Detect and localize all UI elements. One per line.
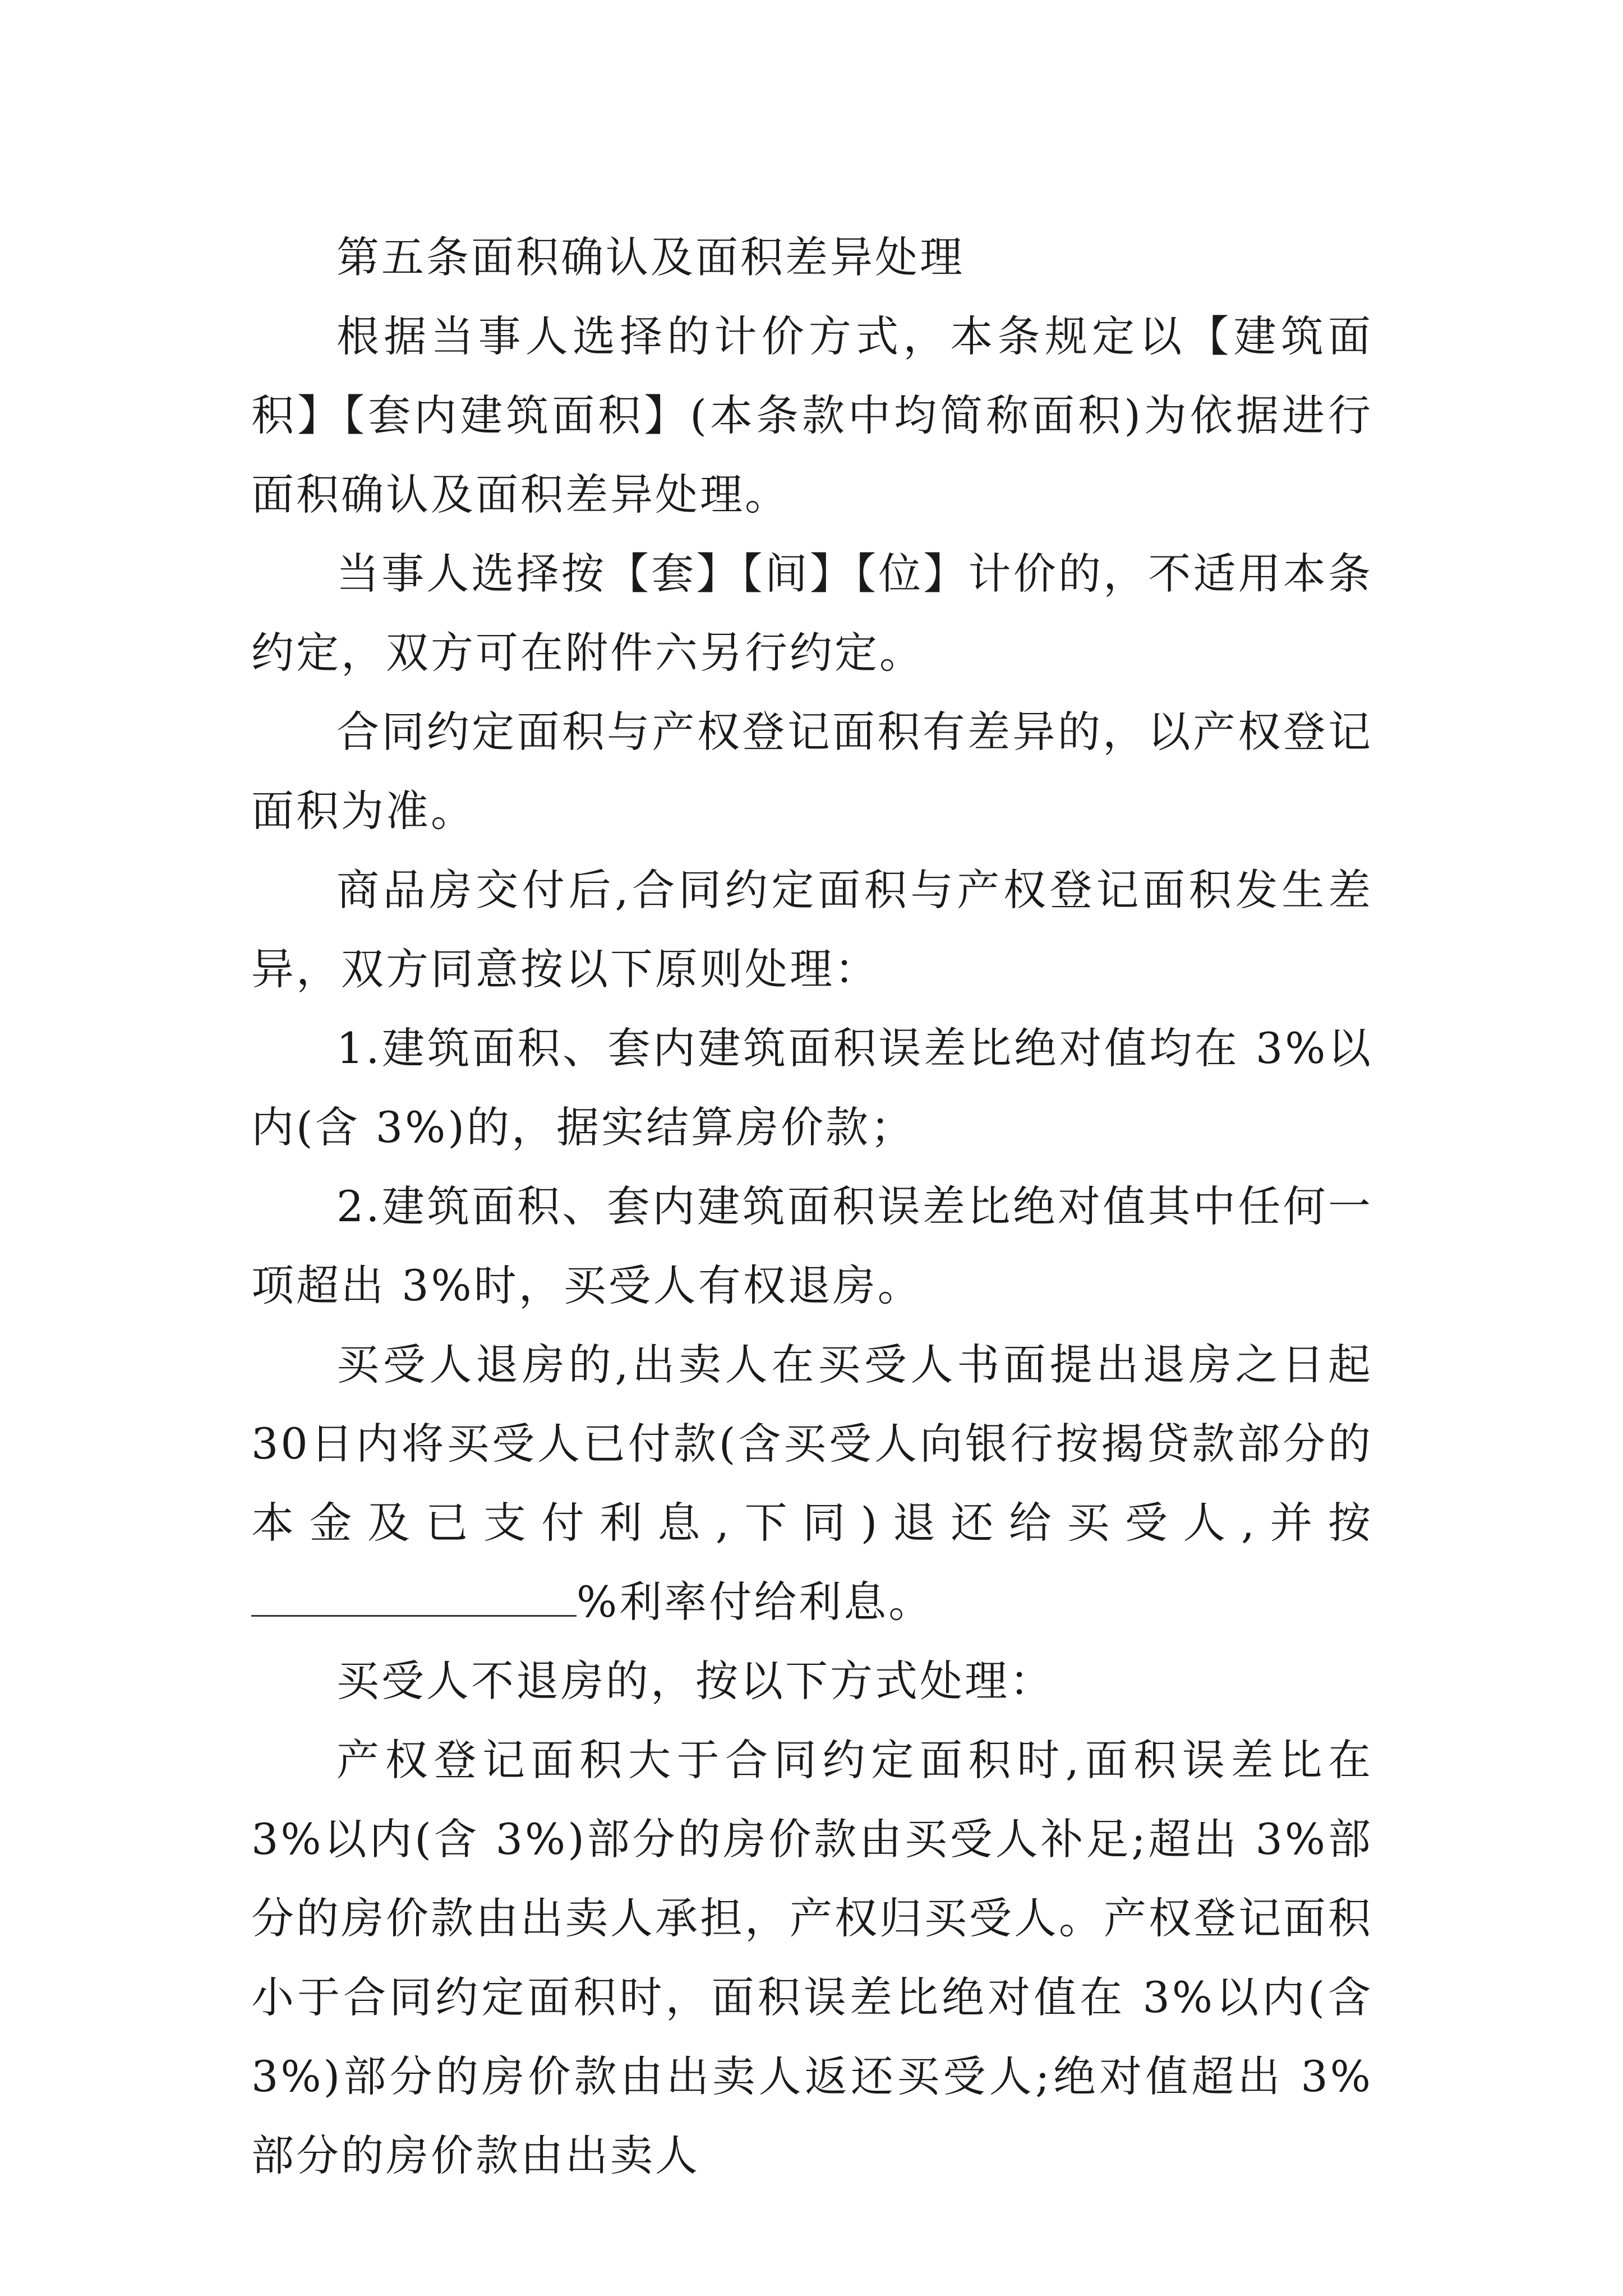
paragraph-unit-pricing: 当事人选择按【套】【间】【位】计价的，不适用本条约定，双方可在附件六另行约定。 <box>251 549 1373 678</box>
document-body <box>251 218 1373 2195</box>
paragraph-rule-1: 1.建筑面积、套内建筑面积误差比绝对值均在 3%以内(含 3%)的，据实结算房价款； <box>251 1023 1373 1152</box>
article-heading: 第五条面积确认及面积差异处理 <box>336 232 965 282</box>
paragraph-no-refund: 买受人不退房的，按以下方式处理： <box>336 1656 1054 1706</box>
interest-rate-blank <box>251 1577 577 1617</box>
refund-text-after: %利率付给利息。 <box>577 1577 934 1627</box>
paragraph-settlement: 产权登记面积大于合同约定面积时,面积误差比在 3%以内(含 3%)部分的房价款由买受人补足;超出 3%部分的房价款由出卖人承担，产权归买受人。产权登记面积小于合同约定面积时，面积误差比绝对值在 3%以内(含 3%)部分的房价款由出卖人返还买受人;绝对值超出 3%部分的房价款由出卖人 <box>251 1735 1373 2180</box>
paragraph-pricing-basis: 根据当事人选择的计价方式，本条规定以【建筑面积】【套内建筑面积】(本条款中均简称面积)为依据进行面积确认及面积差异处理。 <box>251 311 1373 519</box>
paragraph-rule-2: 2.建筑面积、套内建筑面积误差比绝对值其中任何一项超出 3%时，买受人有权退房。 <box>251 1181 1373 1310</box>
refund-text-before: 买受人退房的,出卖人在买受人书面提出退房之日起 30日内将买受人已付款(含买受人向银行按揭贷款部分的本金及已支付利息,下同)退还给买受人,并按 <box>251 1340 1373 1548</box>
paragraph-refund <box>251 1325 1373 1641</box>
paragraph-after-delivery: 商品房交付后,合同约定面积与产权登记面积发生差异，双方同意按以下原则处理： <box>251 865 1373 994</box>
paragraph-area-difference: 合同约定面积与产权登记面积有差异的，以产权登记面积为准。 <box>251 707 1373 836</box>
